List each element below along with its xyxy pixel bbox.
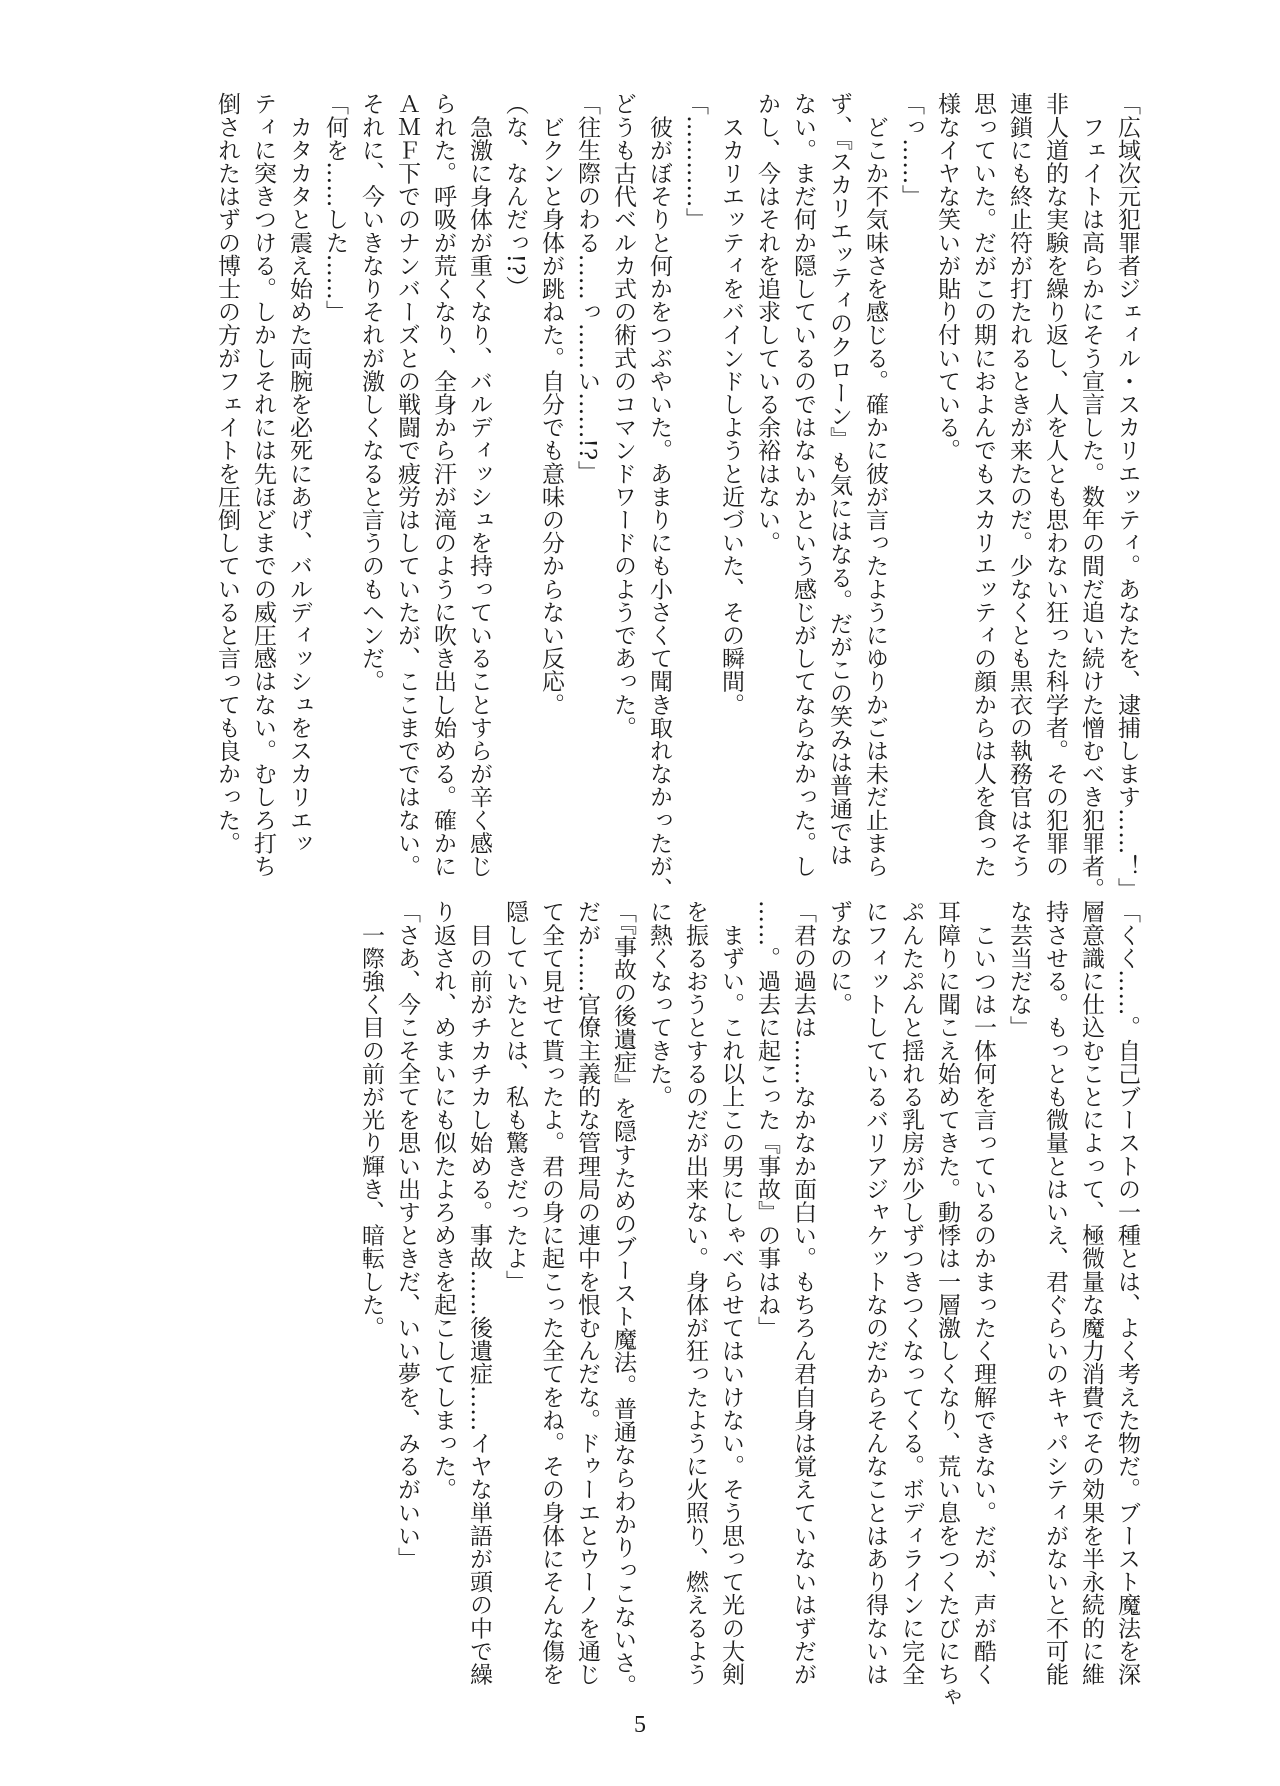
text-line: ……。過去に起こった『事故』の事はね」	[754, 900, 780, 1339]
text-line: 「何を……した……」	[322, 92, 348, 323]
text-line: 彼がぼそりと何かをつぶやいた。あまりにも小さくて聞き取れなかったが、	[646, 92, 672, 901]
text-line: 連鎖にも終止符が打たれるときが来たのだ。少なくとも黒衣の執務官はそう	[1006, 92, 1032, 878]
text-line: 非人道的な実験を繰り返し、人を人とも思わない狂った科学者。その犯罪の	[1042, 92, 1068, 878]
text-line: こいつは一体何を言っているのかまったく理解できない。だが、声が酷く	[970, 900, 996, 1686]
text-line: フェイトは高らかにそう宣言した。数年の間だ追い続けた憎むべき犯罪者。	[1078, 92, 1104, 901]
text-line: 「往生際のわる……っ……い……!?」	[574, 92, 600, 484]
text-line: り返され、めまいにも似たよろめきを起こしてしまった。	[430, 900, 456, 1501]
text-line: どこか不気味さを感じる。確かに彼が言ったようにゆりかごは未だ止まら	[862, 92, 888, 878]
text-line: ぷんたぷんと揺れる乳房が少しずつきつくなってくる。ボディラインに完全	[898, 900, 924, 1686]
text-line: 思っていた。だがこの期におよんでもスカリエッティの顔からは人を食った	[970, 92, 996, 878]
text-line: ずなのに。	[826, 900, 852, 1016]
text-line: 「君の過去は……なかなか面白い。もちろん君自身は覚えていないはずだが	[790, 900, 816, 1686]
text-line: 一際強く目の前が光り輝き、暗転した。	[358, 900, 384, 1339]
text-line: 倒されたはずの博士の方がフェイトを圧倒していると言っても良かった。	[214, 92, 240, 855]
text-line: ティに突きつける。しかしそれには先ほどまでの威圧感はない。むしろ打ち	[250, 92, 276, 878]
text-line: （な、なんだっ!?）	[502, 92, 528, 299]
text-line: 「…………」	[682, 92, 708, 231]
text-line: 層意識に仕込むことによって、極微量な魔力消費でその効果を半永続的に維	[1078, 900, 1104, 1686]
text-line: それに、今いきなりそれが激しくなると言うのもヘンだ。	[358, 92, 384, 693]
text-line: どうも古代ベルカ式の術式のコマンドワードのようであった。	[610, 92, 636, 739]
text-line: な芸当だな」	[1006, 900, 1032, 1039]
upper-text-block	[209, 92, 1145, 901]
text-line: 目の前がチカチカし始める。事故……後遺症……イヤな単語が頭の中で繰	[466, 900, 492, 1686]
text-line: 「さあ、今こそ全てを思い出すときだ、いい夢を、みるがいい」	[394, 900, 420, 1570]
text-line: ない。まだ何か隠しているのではないかという感じがしてならなかった。し	[790, 92, 816, 878]
text-line: 耳障りに聞こえ始めてきた。動悸は一層激しくなり、荒い息をつくたびにちゃ	[934, 900, 960, 1709]
text-line: かし、今はそれを追求している余裕はない。	[754, 92, 780, 554]
text-line: られた。呼吸が荒くなり、全身から汗が滝のように吹き出し始める。確かに	[430, 92, 456, 878]
text-line: 「『事故の後遺症』を隠すためのブースト魔法。普通ならわかりっこないさ。	[610, 900, 636, 1697]
text-line: に熱くなってきた。	[646, 900, 672, 1108]
text-line: 「くく……。自己ブーストの一種とは、よく考えた物だ。ブースト魔法を深	[1114, 900, 1140, 1686]
page-number: 5	[634, 1712, 646, 1738]
text-line: ＡＭＦ下でのナンバーズとの戦闘で疲労はしていたが、ここまでではない。	[394, 92, 420, 878]
text-line: て全て見せて貰ったよ。君の身に起こった全てをね。その身体にそんな傷を	[538, 900, 564, 1686]
text-line: 「っ……」	[898, 92, 924, 208]
text-line: まずい。これ以上この男にしゃべらせてはいけない。そう思って光の大剣	[718, 900, 744, 1686]
text-line: カタカタと震え始めた両腕を必死にあげ、バルディッシュをスカリエッ	[286, 92, 312, 855]
text-line: 持させる。もっとも微量とはいえ、君ぐらいのキャパシティがないと不可能	[1042, 900, 1068, 1686]
text-line: 「広域次元犯罪者ジェィル・スカリエッティ。あなたを、逮捕します……！」	[1114, 92, 1140, 901]
lower-text-block	[353, 900, 1145, 1709]
text-line: にフィットしているバリアジャケットなのだからそんなことはあり得ないは	[862, 900, 888, 1686]
text-line: 様なイヤな笑いが貼り付いている。	[934, 92, 960, 462]
text-line: スカリエッティをバインドしようと近づいた、その瞬間。	[718, 92, 744, 716]
text-line: を振るおうとするのだが出来ない。身体が狂ったように火照り、燃えるよう	[682, 900, 708, 1686]
text-line: 隠していたとは、私も驚きだったよ」	[502, 900, 528, 1293]
text-line: だが……官僚主義的な管理局の連中を恨むんだな。ドゥーエとウーノを通じ	[574, 900, 600, 1686]
text-line: ず、『スカリエッティのクローン』も気にはなる。だがこの笑みは普通では	[826, 92, 852, 866]
text-line: 急激に身体が重くなり、バルディッシュを持っていることすらが辛く感じ	[466, 92, 492, 878]
text-line: ビクンと身体が跳ねた。自分でも意味の分からない反応。	[538, 92, 564, 716]
